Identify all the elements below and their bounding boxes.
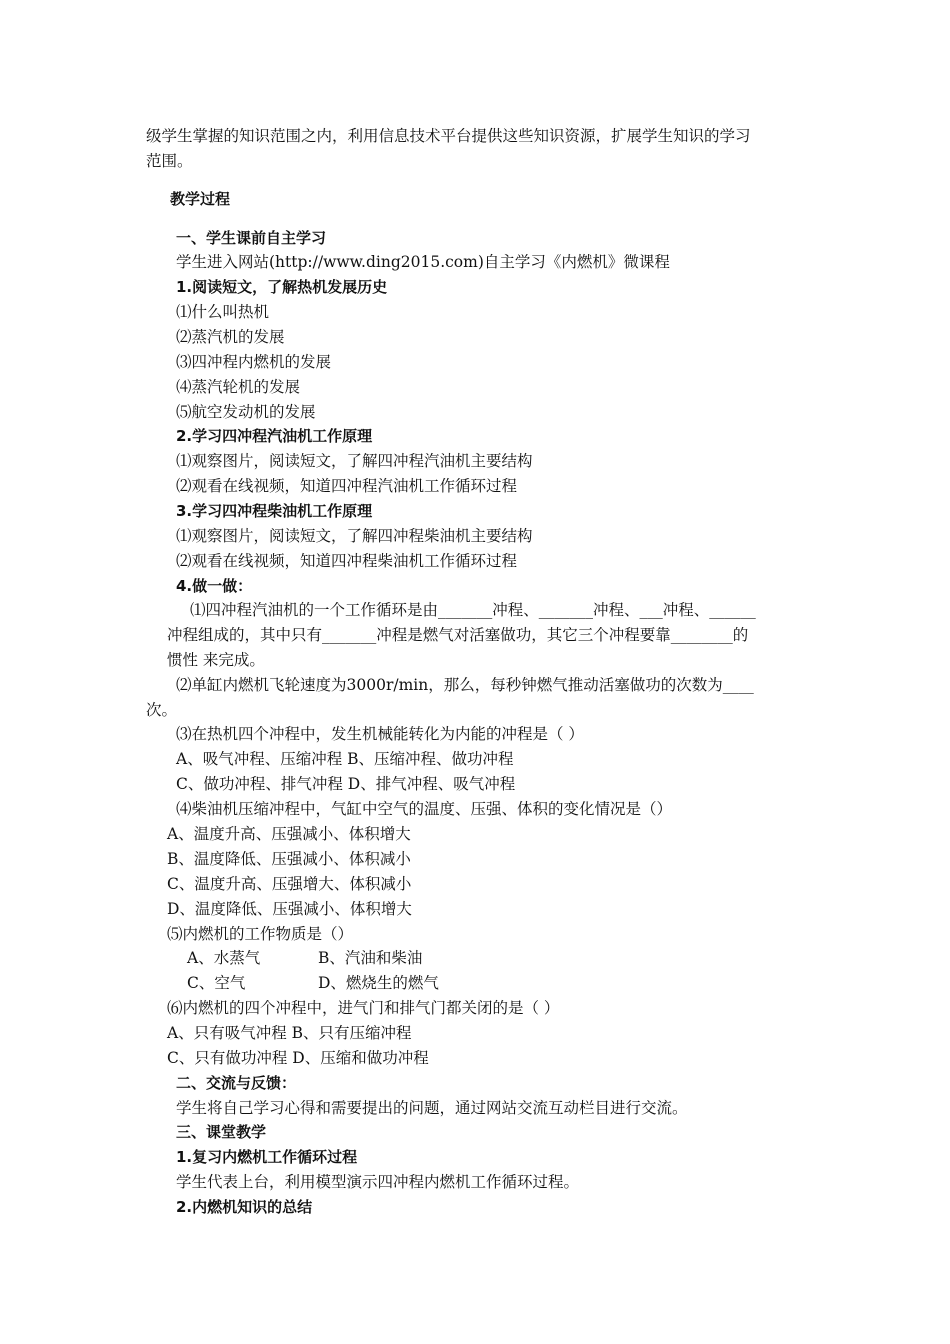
q4-option: C、温度升高、压强增大、体积减小 xyxy=(167,875,412,893)
q5-option: A、水蒸气 xyxy=(187,949,261,967)
q1-line-3: 惯性 来完成。 xyxy=(167,651,265,669)
part2-title: 2.学习四冲程汽油机工作原理 xyxy=(176,427,373,445)
q2-line-1: ⑵单缸内燃机飞轮速度为3000r/min，那么，每秒钟燃气推动活塞做功的次数为____ xyxy=(176,676,754,694)
part2-item: ⑵观看在线视频，知道四冲程汽油机工作循环过程 xyxy=(176,477,518,495)
q4-option: B、温度降低、压强减小、体积减小 xyxy=(167,850,411,868)
q3-options: C、做功冲程、排气冲程 D、排气冲程、吸气冲程 xyxy=(176,775,516,793)
part1-title: 1.阅读短文，了解热机发展历史 xyxy=(176,278,388,296)
part3-item: ⑵观看在线视频，知道四冲程柴油机工作循环过程 xyxy=(176,552,518,570)
q1-line-2: 冲程组成的，其中只有_______冲程是燃气对活塞做功，其它三个冲程要靠________的 xyxy=(167,626,749,644)
q5-question: ⑸内燃机的工作物质是（） xyxy=(167,925,354,943)
q6-options: A、只有吸气冲程 B、只有压缩冲程 xyxy=(167,1024,412,1042)
intro-line-2: 范围。 xyxy=(146,152,193,170)
part3-title: 3.学习四冲程柴油机工作原理 xyxy=(176,502,373,520)
part2-item: ⑴观察图片，阅读短文，了解四冲程汽油机主要结构 xyxy=(176,452,533,470)
section1-intro: 学生进入网站(http://www.ding2015.com)自主学习《内燃机》微课程 xyxy=(176,253,670,271)
q5-option: C、空气 xyxy=(187,974,246,992)
part1-item: ⑷蒸汽轮机的发展 xyxy=(176,378,301,396)
part3-item: ⑴观察图片，阅读短文，了解四冲程柴油机主要结构 xyxy=(176,527,533,545)
heading-teaching-process: 教学过程 xyxy=(170,190,231,208)
q3-options: A、吸气冲程、压缩冲程 B、压缩冲程、做功冲程 xyxy=(176,750,514,768)
part1-item: ⑴什么叫热机 xyxy=(176,303,270,321)
q4-option: D、温度降低、压强减小、体积增大 xyxy=(167,900,412,918)
q4-question: ⑷柴油机压缩冲程中，气缸中空气的温度、压强、体积的变化情况是（） xyxy=(176,800,673,818)
section1-title: 一、学生课前自主学习 xyxy=(176,229,327,247)
q3-question: ⑶在热机四个冲程中，发生机械能转化为内能的冲程是（ ） xyxy=(176,725,584,743)
section3-title: 三、课堂教学 xyxy=(176,1123,267,1141)
q6-question: ⑹内燃机的四个冲程中，进气门和排气门都关闭的是（ ） xyxy=(167,999,560,1017)
section3-part2-title: 2.内燃机知识的总结 xyxy=(176,1198,313,1216)
section2-text: 学生将自己学习心得和需要提出的问题，通过网站交流互动栏目进行交流。 xyxy=(176,1099,688,1117)
q2-line-2: 次。 xyxy=(146,701,178,719)
q5-option: D、燃烧生的燃气 xyxy=(318,974,439,992)
q1-line-1: ⑴四冲程汽油机的一个工作循环是由_______冲程、_______冲程、___冲程、______ xyxy=(190,601,756,619)
section3-part1-text: 学生代表上台，利用模型演示四冲程内燃机工作循环过程。 xyxy=(176,1173,580,1191)
section2-title: 二、交流与反馈： xyxy=(176,1074,297,1092)
part1-item: ⑸航空发动机的发展 xyxy=(176,403,316,421)
section3-part1-title: 1.复习内燃机工作循环过程 xyxy=(176,1148,358,1166)
part1-item: ⑵蒸汽机的发展 xyxy=(176,328,285,346)
part4-title: 4.做一做： xyxy=(176,577,253,595)
q6-options: C、只有做功冲程 D、压缩和做功冲程 xyxy=(167,1049,429,1067)
q5-option: B、汽油和柴油 xyxy=(318,949,423,967)
intro-line-1: 级学生掌握的知识范围之内，利用信息技术平台提供这些知识资源，扩展学生知识的学习 xyxy=(146,127,751,145)
q4-option: A、温度升高、压强减小、体积增大 xyxy=(167,825,411,843)
part1-item: ⑶四冲程内燃机的发展 xyxy=(176,353,332,371)
